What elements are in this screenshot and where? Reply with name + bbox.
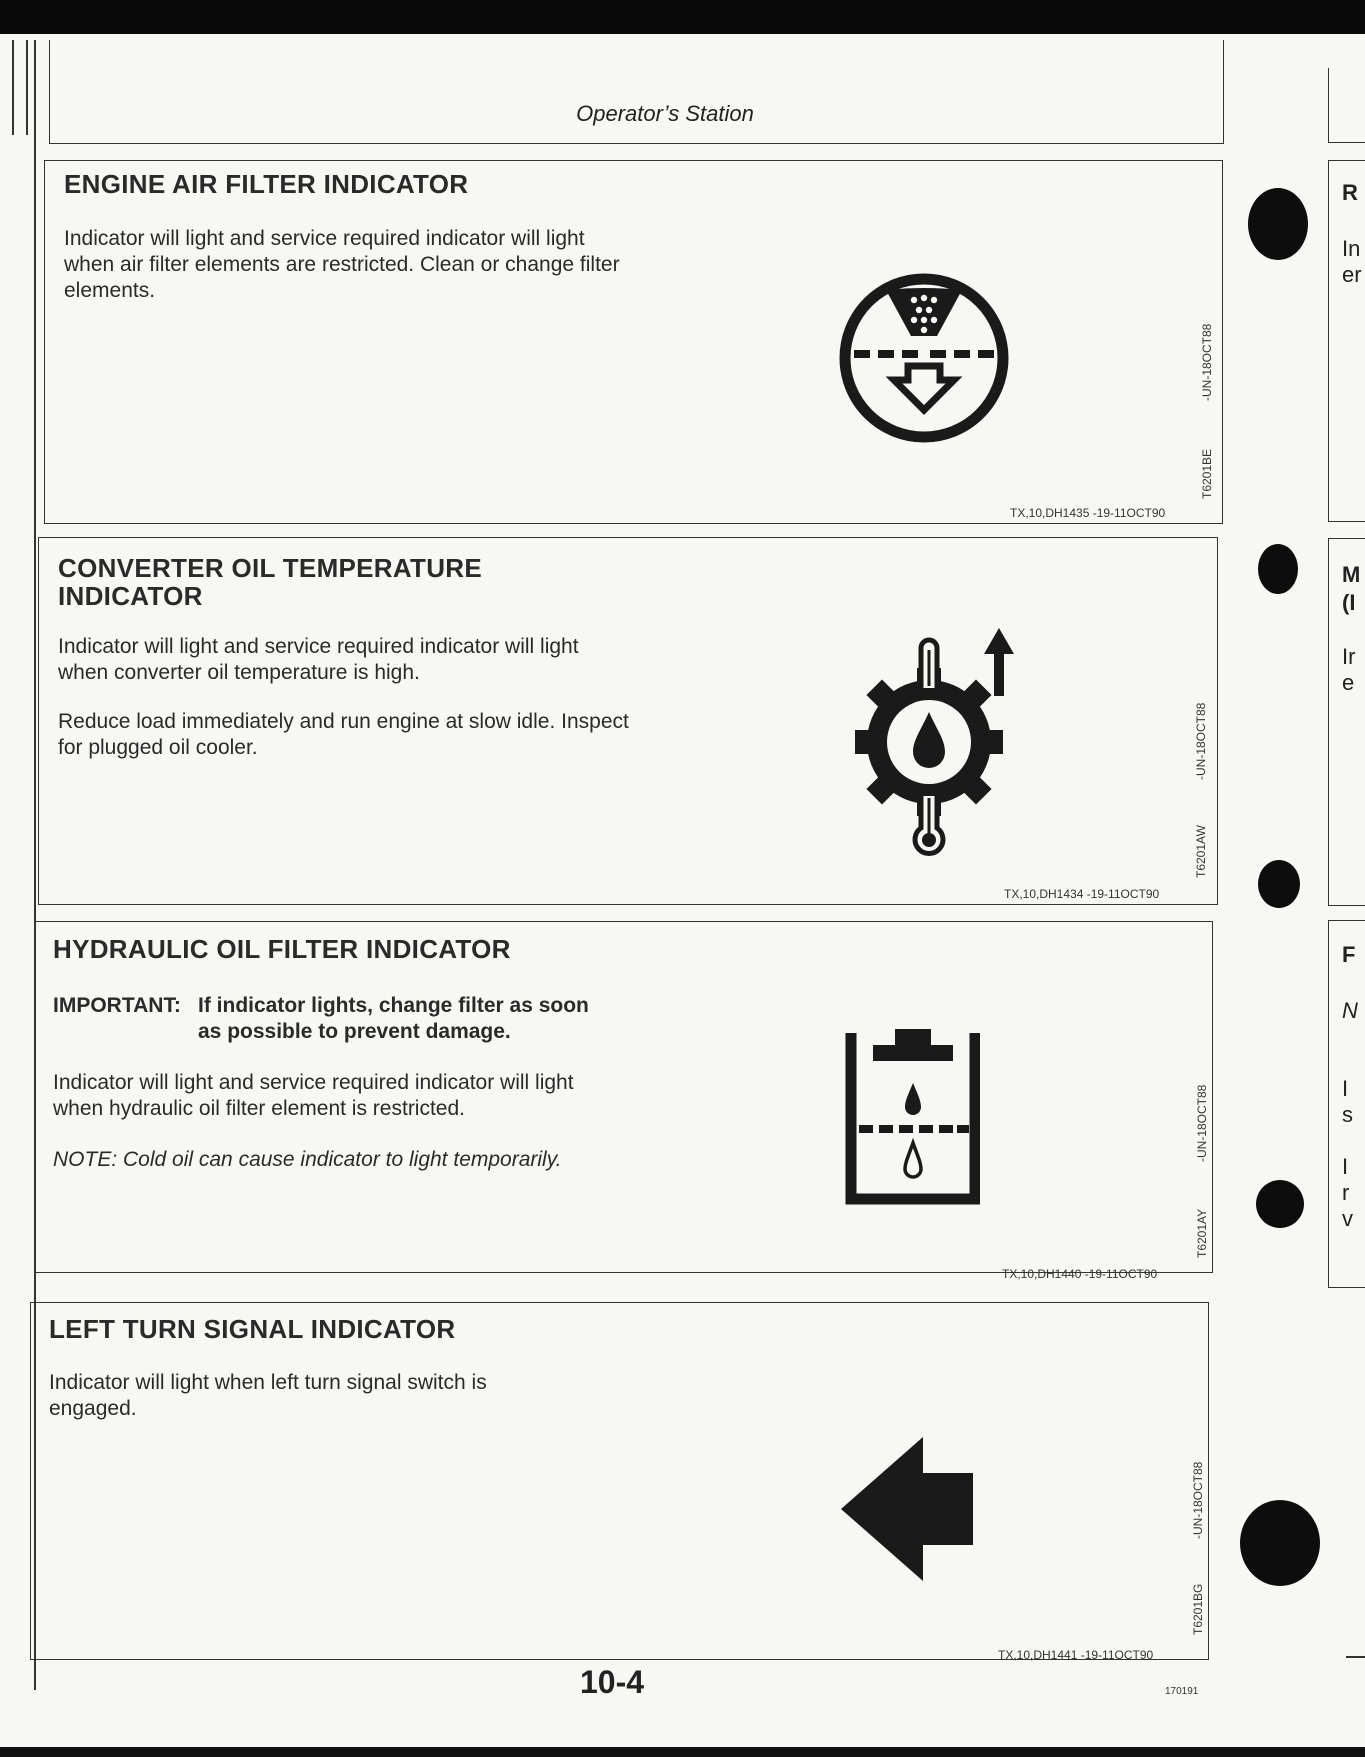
air-filter-icon xyxy=(834,268,1014,448)
adjacent-text: (I xyxy=(1342,590,1356,615)
page-header-title: Operator’s Station xyxy=(576,101,754,126)
converter-oil-temperature-icon xyxy=(849,620,1029,860)
reference-code: TX,10,DH1435 -19-11OCT90 xyxy=(1010,506,1166,520)
binder-hole xyxy=(1248,188,1308,260)
reference-code: TX,10,DH1440 -19-11OCT90 xyxy=(1002,1267,1158,1281)
binder-hole xyxy=(1256,1180,1304,1228)
adjacent-text: R xyxy=(1342,180,1358,205)
section-body: Indicator will light and service required indicator will light when hydraulic oil filter element is restricted. xyxy=(53,1071,574,1120)
adjacent-text: I xyxy=(1342,1154,1349,1179)
adjacent-page-fragment xyxy=(1328,40,1365,1680)
figure-id: T6201AY xyxy=(1195,1208,1209,1258)
reference-code: TX,10,DH1441 -19-11OCT90 xyxy=(998,1648,1154,1662)
section-body-1: Indicator will light and service required indicator will light when converter oil temperature is high. xyxy=(58,635,579,684)
section-body: Indicator will light when left turn signal switch is engaged. xyxy=(49,1371,487,1420)
adjacent-text: Ir xyxy=(1342,644,1356,669)
print-code: 170191 xyxy=(1165,1686,1199,1697)
important-line-1: If indicator lights, change filter as soon xyxy=(198,994,589,1017)
adjacent-page-box xyxy=(1328,160,1365,522)
reference-code: TX,10,DH1434 -19-11OCT90 xyxy=(1004,887,1160,901)
binder-hole xyxy=(1258,544,1298,594)
important-label: IMPORTANT: xyxy=(53,994,181,1017)
adjacent-text: In xyxy=(1342,236,1361,261)
section-engine-air-filter xyxy=(44,160,1223,524)
section-title-line-2: INDICATOR xyxy=(58,581,203,611)
figure-date: -UN-18OCT88 xyxy=(1200,323,1214,401)
adjacent-page-rule xyxy=(1346,1656,1365,1658)
left-arrow-icon xyxy=(837,1433,977,1583)
adjacent-text: v xyxy=(1342,1206,1353,1231)
adjacent-page-box xyxy=(1328,68,1365,143)
section-body: Indicator will light and service required indicator will light when air filter elements are restricted. Clean or change filter elements. xyxy=(64,227,620,302)
adjacent-text: r xyxy=(1342,1180,1350,1205)
figure-id: T6201BE xyxy=(1200,448,1214,499)
important-line-2: as possible to prevent damage. xyxy=(198,1020,511,1043)
adjacent-text: e xyxy=(1342,670,1355,695)
figure-date: -UN-18OCT88 xyxy=(1191,1461,1205,1539)
header-frame xyxy=(49,40,1224,144)
binder-edge-line xyxy=(26,40,28,135)
section-title: HYDRAULIC OIL FILTER INDICATOR xyxy=(53,934,511,964)
section-title: LEFT TURN SIGNAL INDICATOR xyxy=(49,1314,456,1344)
section-hydraulic-oil-filter xyxy=(34,921,1213,1281)
binder-edge-line xyxy=(12,40,14,135)
figure-id: T6201AW xyxy=(1194,825,1208,878)
section-left-turn-signal xyxy=(30,1302,1209,1660)
page-number: 10-4 xyxy=(580,1664,645,1700)
section-body-2: Reduce load immediately and run engine at slow idle. Inspect for plugged oil cooler. xyxy=(58,710,629,759)
scan-top-edge xyxy=(0,0,1365,34)
scan-bottom-edge xyxy=(0,1747,1365,1757)
adjacent-text: I xyxy=(1342,1076,1349,1101)
figure-id: T6201BG xyxy=(1191,1583,1205,1635)
section-title: ENGINE AIR FILTER INDICATOR xyxy=(64,169,469,199)
binder-hole xyxy=(1258,860,1300,908)
section-converter-oil-temperature xyxy=(38,537,1218,905)
binder-hole xyxy=(1240,1500,1320,1586)
adjacent-text: M xyxy=(1342,562,1361,587)
figure-date: -UN-18OCT88 xyxy=(1195,1084,1209,1162)
note-text: NOTE: Cold oil can cause indicator to light temporarily. xyxy=(53,1148,562,1171)
adjacent-text: F xyxy=(1342,942,1356,967)
adjacent-text: s xyxy=(1342,1102,1353,1127)
adjacent-text: N xyxy=(1342,998,1358,1023)
adjacent-text: er xyxy=(1342,262,1362,287)
hydraulic-oil-filter-icon xyxy=(845,1025,980,1205)
section-title-line-1: CONVERTER OIL TEMPERATURE xyxy=(58,553,483,583)
figure-date: -UN-18OCT88 xyxy=(1194,702,1208,780)
